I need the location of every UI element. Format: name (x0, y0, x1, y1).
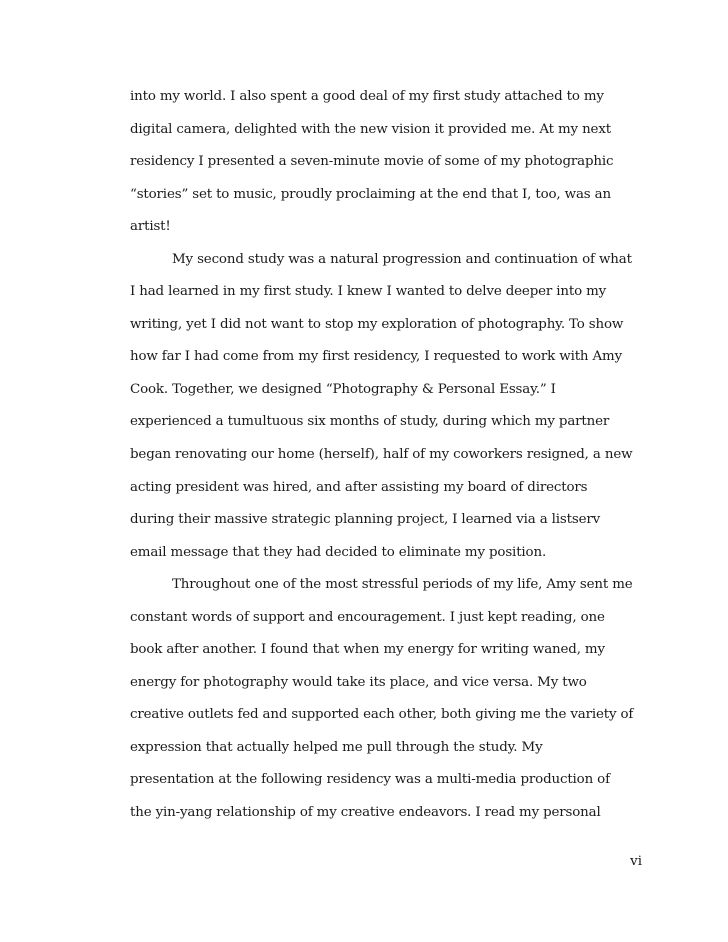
text-line: book after another. I found that when my energy for writing waned, my (130, 642, 605, 658)
text-line: constant words of support and encouragement. I just kept reading, one (130, 609, 605, 625)
page-number: vi (630, 854, 642, 869)
text-line: began renovating our home (herself), half of my coworkers resigned, a new (130, 447, 633, 463)
text-line: presentation at the following residency was a multi-media production of (130, 772, 610, 788)
text-line: acting president was hired, and after assisting my board of directors (130, 479, 588, 495)
body-text (130, 81, 650, 830)
text-line: writing, yet I did not want to stop my exploration of photography. To show (130, 316, 624, 332)
text-line: expression that actually helped me pull through the study. My (130, 739, 543, 755)
text-line: how far I had come from my first residency, I requested to work with Amy (130, 349, 622, 365)
text-line: artist! (130, 219, 171, 235)
text-line: the yin-yang relationship of my creative endeavors. I read my personal (130, 805, 601, 821)
text-line: I had learned in my first study. I knew I wanted to delve deeper into my (130, 284, 607, 300)
text-line: “stories” set to music, proudly proclaiming at the end that I, too, was an (130, 186, 611, 202)
text-line: email message that they had decided to eliminate my position. (130, 544, 547, 560)
text-line: experienced a tumultuous six months of study, during which my partner (130, 414, 610, 430)
text-line: during their massive strategic planning project, I learned via a listserv (130, 512, 601, 528)
text-line: energy for photography would take its place, and vice versa. My two (130, 674, 587, 690)
text-line: digital camera, delighted with the new vision it provided me. At my next (130, 121, 611, 137)
paragraph-first-line: My second study was a natural progression and continuation of what (172, 251, 632, 267)
text-line: residency I presented a seven-minute movie of some of my photographic (130, 154, 614, 170)
paragraph-first-line: Throughout one of the most stressful periods of my life, Amy sent me (172, 577, 633, 593)
text-line: Cook. Together, we designed “Photography & Personal Essay.” I (130, 381, 556, 397)
text-line: creative outlets fed and supported each other, both giving me the variety of (130, 707, 634, 723)
text-line: into my world. I also spent a good deal of my first study attached to my (130, 89, 604, 104)
